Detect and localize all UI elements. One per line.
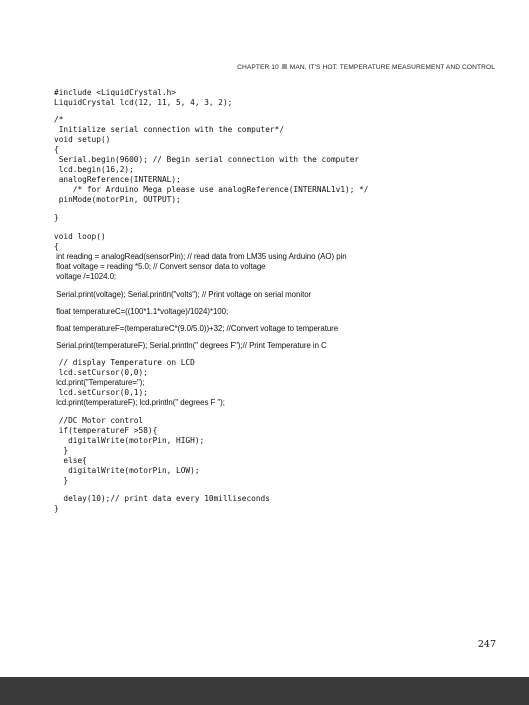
code-line: void setup() (54, 135, 111, 144)
code-line: delay(10);// print data every 10milliseconds (54, 494, 270, 503)
code-line: lcd.setCursor(0,1); (54, 388, 148, 397)
page-number: 247 (477, 639, 496, 650)
code-line: //DC Motor control (54, 416, 144, 425)
code-line: Serial.print(voltage); Serial.println("volts"); // Print voltage on serial monitor (54, 290, 312, 299)
code-line: /* (54, 115, 64, 124)
code-line: { (54, 145, 59, 154)
code-line: analogReference(INTERNAL); (54, 175, 181, 184)
code-line: } (54, 213, 59, 222)
chapter-number: CHAPTER 10 (237, 64, 279, 71)
code-line: int reading = analogRead(sensorPin); // read data from LM35 using Arduino (AO) pin (54, 252, 347, 261)
viewer-bottom-bar (0, 677, 529, 705)
code-line: if(temperatureF >58){ (54, 426, 158, 435)
code-line: // display Temperature on LCD (54, 358, 195, 367)
code-line: } (54, 504, 59, 513)
code-line: digitalWrite(motorPin, LOW); (54, 466, 200, 475)
code-line: voltage /=1024.0; (54, 272, 117, 281)
chapter-title: MAN, IT'S HOT: TEMPERATURE MEASUREMENT AND CONTROL (289, 64, 495, 71)
code-line: #include <LiquidCrystal.h> (54, 88, 177, 97)
code-line: lcd.print("Temperature="); (54, 378, 145, 387)
code-line: Serial.begin(9600); // Begin serial connection with the computer (54, 155, 360, 164)
code-line: float temperatureC=((100*1.1*voltage)/1024)*100; (54, 307, 229, 316)
code-line: lcd.begin(16,2); (54, 165, 134, 174)
code-line: { (54, 242, 59, 251)
code-listing (54, 88, 424, 518)
code-line: else{ (54, 456, 87, 465)
code-line: } (54, 476, 69, 485)
code-line: /* for Arduino Mega please use analogReference(INTERNAL1v1); */ (54, 185, 369, 194)
code-line: lcd.print(temperatureF); lcd.println(" degrees F "); (54, 398, 225, 407)
separator-square-icon (282, 64, 287, 69)
code-line: float voltage = reading *5.0; // Convert sensor data to voltage (54, 262, 266, 271)
code-line: Initialize serial connection with the computer*/ (54, 125, 285, 134)
code-line: LiquidCrystal lcd(12, 11, 5, 4, 3, 2); (54, 98, 233, 107)
running-head (237, 64, 495, 71)
code-line: pinMode(motorPin, OUTPUT); (54, 195, 181, 204)
code-line: float temperatureF=(temperatureC*(9.0/5.0))+32; //Convert voltage to temperature (54, 324, 339, 333)
code-line: Serial.print(temperatureF); Serial.println(" degrees F");// Print Temperature in C (54, 341, 327, 350)
code-line: digitalWrite(motorPin, HIGH); (54, 436, 205, 445)
code-line: } (54, 446, 69, 455)
code-line: lcd.setCursor(0,0); (54, 368, 148, 377)
code-line: void loop() (54, 232, 106, 241)
